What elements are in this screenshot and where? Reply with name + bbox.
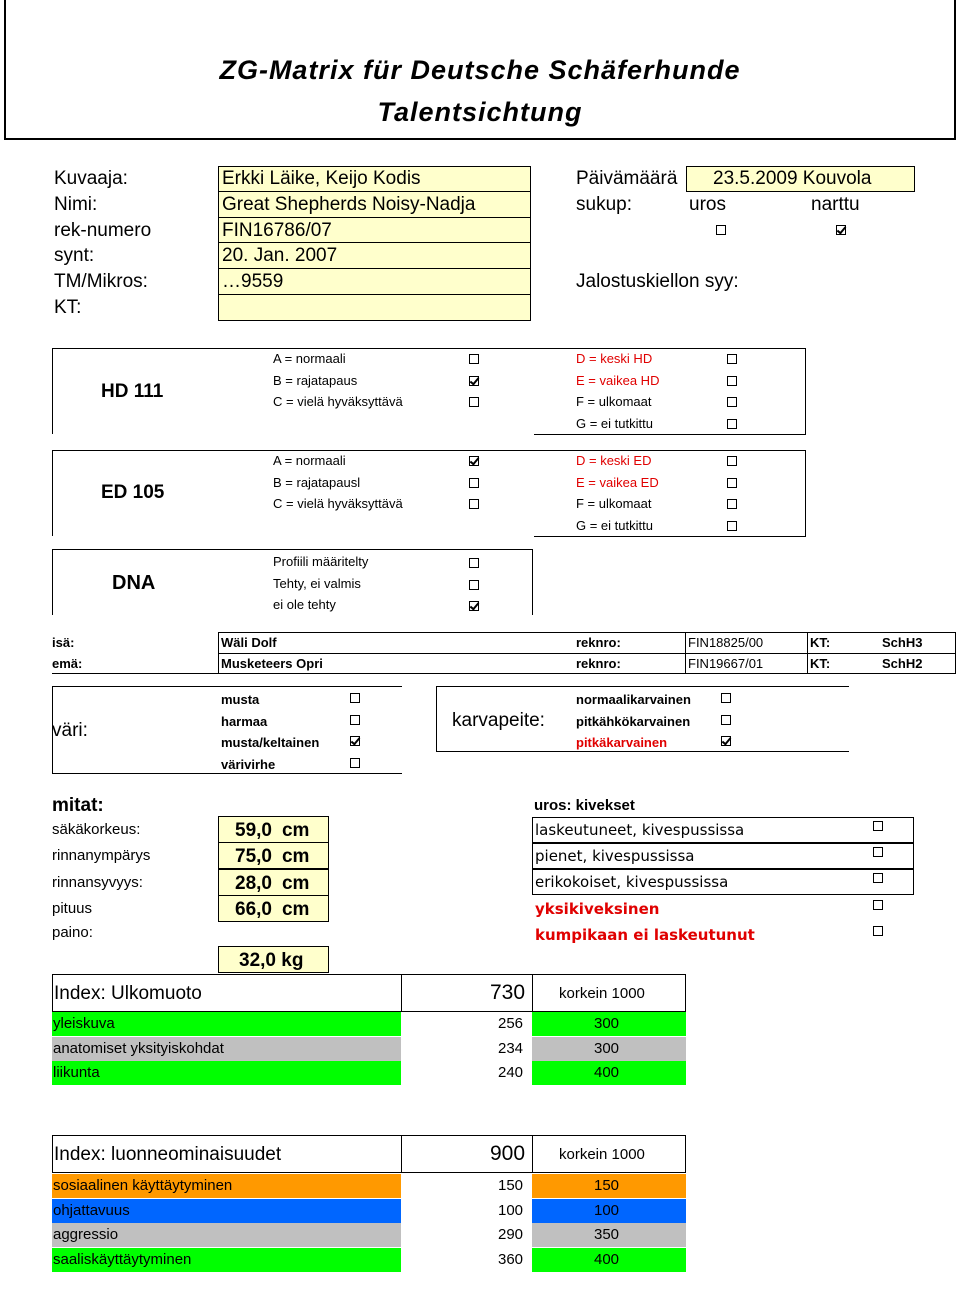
testicles-label: uros: kivekset	[534, 797, 635, 814]
testicles-option-0-checkbox[interactable]	[873, 821, 883, 831]
hd-option-0-label: A = normaali	[273, 351, 346, 366]
ed-option-3-checkbox[interactable]	[727, 456, 737, 466]
color-option-1-label: harmaa	[221, 713, 268, 729]
coat-option-1-label: pitkähkökarvainen	[576, 713, 691, 729]
color-option-0-checkbox[interactable]	[350, 693, 360, 703]
parent-1-reknro-label: reknro:	[576, 656, 621, 671]
coat-label: karvapeite:	[452, 710, 545, 731]
index2-row-3-label: saaliskäyttäytyminen	[53, 1250, 192, 1268]
measure-3-value: 66,0	[235, 898, 272, 920]
nimi-value[interactable]: Great Shepherds Noisy-Nadja	[222, 194, 476, 215]
kuvaaja-label: Kuvaaja:	[54, 168, 128, 189]
ed-section	[52, 450, 806, 536]
ed-option-1-checkbox[interactable]	[469, 478, 479, 488]
index2-row-1-value: 100	[498, 1201, 524, 1219]
measure-1-unit: cm	[281, 846, 310, 868]
measures-label: mitat:	[52, 795, 104, 816]
coat-option-2-checkbox[interactable]	[721, 736, 731, 746]
hd-label: HD 111	[101, 381, 164, 402]
index2-row-1-max: 100	[594, 1201, 620, 1219]
index1-row-1-max: 300	[594, 1039, 620, 1057]
testicles-option-4-checkbox[interactable]	[873, 926, 883, 936]
paino-value-box[interactable]	[218, 946, 329, 973]
measure-3-value-box[interactable]	[218, 895, 329, 922]
coat-option-1-checkbox[interactable]	[721, 715, 731, 725]
index1-row-2-band	[52, 1061, 401, 1085]
testicles-option-2-label: erikokoiset, kivespussissa	[535, 873, 729, 892]
reknumero-label: rek-numero	[54, 220, 152, 241]
index2-row-0-max: 150	[594, 1177, 620, 1194]
ed-option-5-label: F = ulkomaat	[576, 496, 652, 512]
dna-option-2-checkbox[interactable]	[469, 601, 479, 611]
coat-option-0-checkbox[interactable]	[721, 693, 731, 703]
testicles-option-3-label: yksikiveksinen	[535, 899, 660, 918]
hd-option-6-label: G = ei tutkittu	[576, 416, 653, 432]
measure-2-value: 28,0	[235, 872, 272, 894]
index2-row-3-value: 360	[498, 1250, 524, 1268]
parent-0-name[interactable]: Wäli Dolf	[221, 635, 277, 650]
index1-label: Index: Ulkomuoto	[54, 983, 202, 1004]
hd-option-6-checkbox[interactable]	[727, 419, 737, 429]
paino-value: 32,0	[239, 950, 276, 971]
ed-label: ED 105	[101, 482, 165, 503]
parent-1-reknro[interactable]: FIN19667/01	[688, 656, 764, 671]
color-option-2-label: musta/keltainen	[221, 735, 320, 751]
reknumero-value[interactable]: FIN16786/07	[222, 220, 332, 241]
dna-option-2-label: ei ole tehty	[273, 597, 336, 613]
coat-option-0-label: normaalikarvainen	[576, 692, 691, 707]
measure-2-unit: cm	[281, 872, 310, 894]
uros-label: uros	[689, 194, 726, 215]
ed-option-5-checkbox[interactable]	[727, 499, 737, 509]
parent-0-reknro[interactable]: FIN18825/00	[688, 635, 764, 650]
color-option-1-checkbox[interactable]	[350, 715, 360, 725]
index2-row-2-label: aggressio	[53, 1226, 119, 1243]
color-option-3-checkbox[interactable]	[350, 758, 360, 768]
parent-0-kt-label: KT:	[810, 635, 831, 650]
index1-row-2-max: 400	[594, 1064, 620, 1081]
hd-option-1-label: B = rajatapaus	[273, 372, 358, 388]
kt-label: KT:	[54, 297, 82, 318]
ed-option-2-checkbox[interactable]	[469, 499, 479, 509]
hd-option-3-label: D = keski HD	[576, 351, 653, 366]
parent-1-role: emä:	[52, 656, 83, 671]
testicles-option-0-label: laskeutuneet, kivespussissa	[535, 821, 745, 839]
index2-row-0-label: sosiaalinen käyttäytyminen	[53, 1177, 233, 1194]
index2-row-2-max: 350	[594, 1226, 620, 1243]
sukup-label: sukup:	[576, 194, 632, 215]
hd-option-1-checkbox[interactable]	[469, 376, 479, 386]
measure-1-value: 75,0	[235, 846, 272, 868]
testicles-option-4-label: kumpikaan ei laskeutunut	[535, 925, 755, 944]
color-label: väri:	[52, 720, 88, 741]
dna-label: DNA	[112, 572, 156, 594]
dna-option-1-checkbox[interactable]	[469, 580, 479, 590]
ed-option-2-label: C = vielä hyväksyttävä	[273, 496, 403, 512]
hd-option-5-label: F = ulkomaat	[576, 394, 652, 410]
narttu-label: narttu	[811, 194, 860, 215]
measure-3-unit: cm	[281, 898, 310, 920]
measure-0-value: 59,0	[235, 820, 272, 841]
tm-label: TM/Mikros:	[54, 271, 148, 292]
index1-row-1-value: 234	[498, 1039, 524, 1057]
hd-section	[52, 348, 806, 434]
hd-option-0-checkbox[interactable]	[469, 354, 479, 364]
measure-1-value-box[interactable]	[218, 842, 329, 869]
color-option-0-label: musta	[221, 692, 260, 707]
index1-value: 730	[490, 981, 526, 1004]
testicles-option-3-checkbox[interactable]	[873, 900, 883, 910]
parent-1-kt-label: KT:	[810, 656, 831, 671]
ed-option-1-label: B = rajatapausl	[273, 474, 361, 490]
index2-value: 900	[490, 1142, 526, 1165]
paivamaara-value[interactable]: 23.5.2009 Kouvola	[686, 166, 915, 192]
measure-0-value-box[interactable]	[218, 816, 329, 843]
dna-option-0-checkbox[interactable]	[469, 558, 479, 568]
tm-value[interactable]: …9559	[222, 271, 284, 292]
hd-option-2-checkbox[interactable]	[469, 397, 479, 407]
testicles-option-1-label: pienet, kivespussissa	[535, 847, 695, 866]
ed-option-4-label: E = vaikea ED	[576, 474, 659, 490]
title-line2: Talentsichtung	[377, 97, 583, 127]
measure-0-unit: cm	[281, 820, 310, 841]
ed-option-6-label: G = ei tutkittu	[576, 518, 653, 534]
index1-max: korkein 1000	[559, 985, 645, 1002]
parent-1-kt[interactable]: SchH2	[882, 656, 923, 671]
measure-2-label: rinnansyvyys:	[52, 873, 143, 891]
testicles-option-1-checkbox[interactable]	[873, 847, 883, 857]
narttu-checkbox[interactable]	[836, 225, 846, 235]
paivamaara-label: Päivämäärä	[576, 168, 678, 189]
coat-option-2-label: pitkäkarvainen	[576, 735, 668, 751]
uros-checkbox[interactable]	[716, 225, 726, 235]
index1-row-2-value: 240	[498, 1064, 524, 1081]
index2-max: korkein 1000	[559, 1146, 645, 1163]
measure-0-label: säkäkorkeus:	[52, 821, 141, 838]
parent-1-name[interactable]: Musketeers Opri	[221, 656, 323, 671]
ed-option-3-label: D = keski ED	[576, 453, 652, 468]
ed-option-0-checkbox[interactable]	[469, 456, 479, 466]
measure-2-value-box[interactable]	[218, 869, 329, 896]
parent-0-kt[interactable]: SchH3	[882, 635, 923, 650]
ed-option-6-checkbox[interactable]	[727, 521, 737, 531]
hd-option-3-checkbox[interactable]	[727, 354, 737, 364]
hd-option-5-checkbox[interactable]	[727, 397, 737, 407]
synt-value[interactable]: 20. Jan. 2007	[222, 245, 338, 266]
title-line1: ZG-Matrix für Deutsche Schäferhunde	[219, 55, 741, 85]
index1-row-2-label: liikunta	[53, 1064, 100, 1081]
hd-option-2-label: C = vielä hyväksyttävä	[273, 394, 403, 410]
index1-row-0-label: yleiskuva	[53, 1015, 115, 1032]
dna-option-1-label: Tehty, ei valmis	[273, 575, 361, 591]
hd-option-4-label: E = vaikea HD	[576, 372, 660, 388]
synt-label: synt:	[54, 245, 95, 266]
index2-row-1-label: ohjattavuus	[53, 1201, 130, 1219]
kuvaaja-value[interactable]: Erkki Läike, Keijo Kodis	[222, 168, 421, 189]
parent-0-role: isä:	[52, 635, 75, 650]
hd-option-4-checkbox[interactable]	[727, 376, 737, 386]
testicles-option-2-checkbox[interactable]	[873, 873, 883, 883]
paino-label: paino:	[52, 924, 93, 941]
paino-unit: kg	[281, 950, 304, 971]
index1-row-0-value: 256	[498, 1015, 524, 1032]
ed-option-0-label: A = normaali	[273, 453, 346, 468]
index1-row-1-label: anatomiset yksityiskohdat	[53, 1039, 224, 1057]
jalostus-label: Jalostuskiellon syy:	[576, 271, 739, 292]
index2-row-0-value: 150	[498, 1177, 524, 1194]
index2-row-2-value: 290	[498, 1226, 524, 1243]
parent-0-reknro-label: reknro:	[576, 635, 621, 650]
index2-row-3-max: 400	[594, 1250, 620, 1268]
ed-option-4-checkbox[interactable]	[727, 478, 737, 488]
color-option-3-label: värivirhe	[221, 757, 276, 773]
nimi-label: Nimi:	[54, 194, 98, 215]
measure-1-label: rinnanympärys	[52, 847, 151, 865]
color-option-2-checkbox[interactable]	[350, 736, 360, 746]
title-box	[4, 0, 956, 140]
dna-option-0-label: Profiili määritelty	[273, 554, 369, 569]
index2-label: Index: luonneominaisuudet	[54, 1144, 282, 1165]
index1-row-0-max: 300	[594, 1015, 620, 1032]
measure-3-label: pituus	[52, 899, 93, 917]
